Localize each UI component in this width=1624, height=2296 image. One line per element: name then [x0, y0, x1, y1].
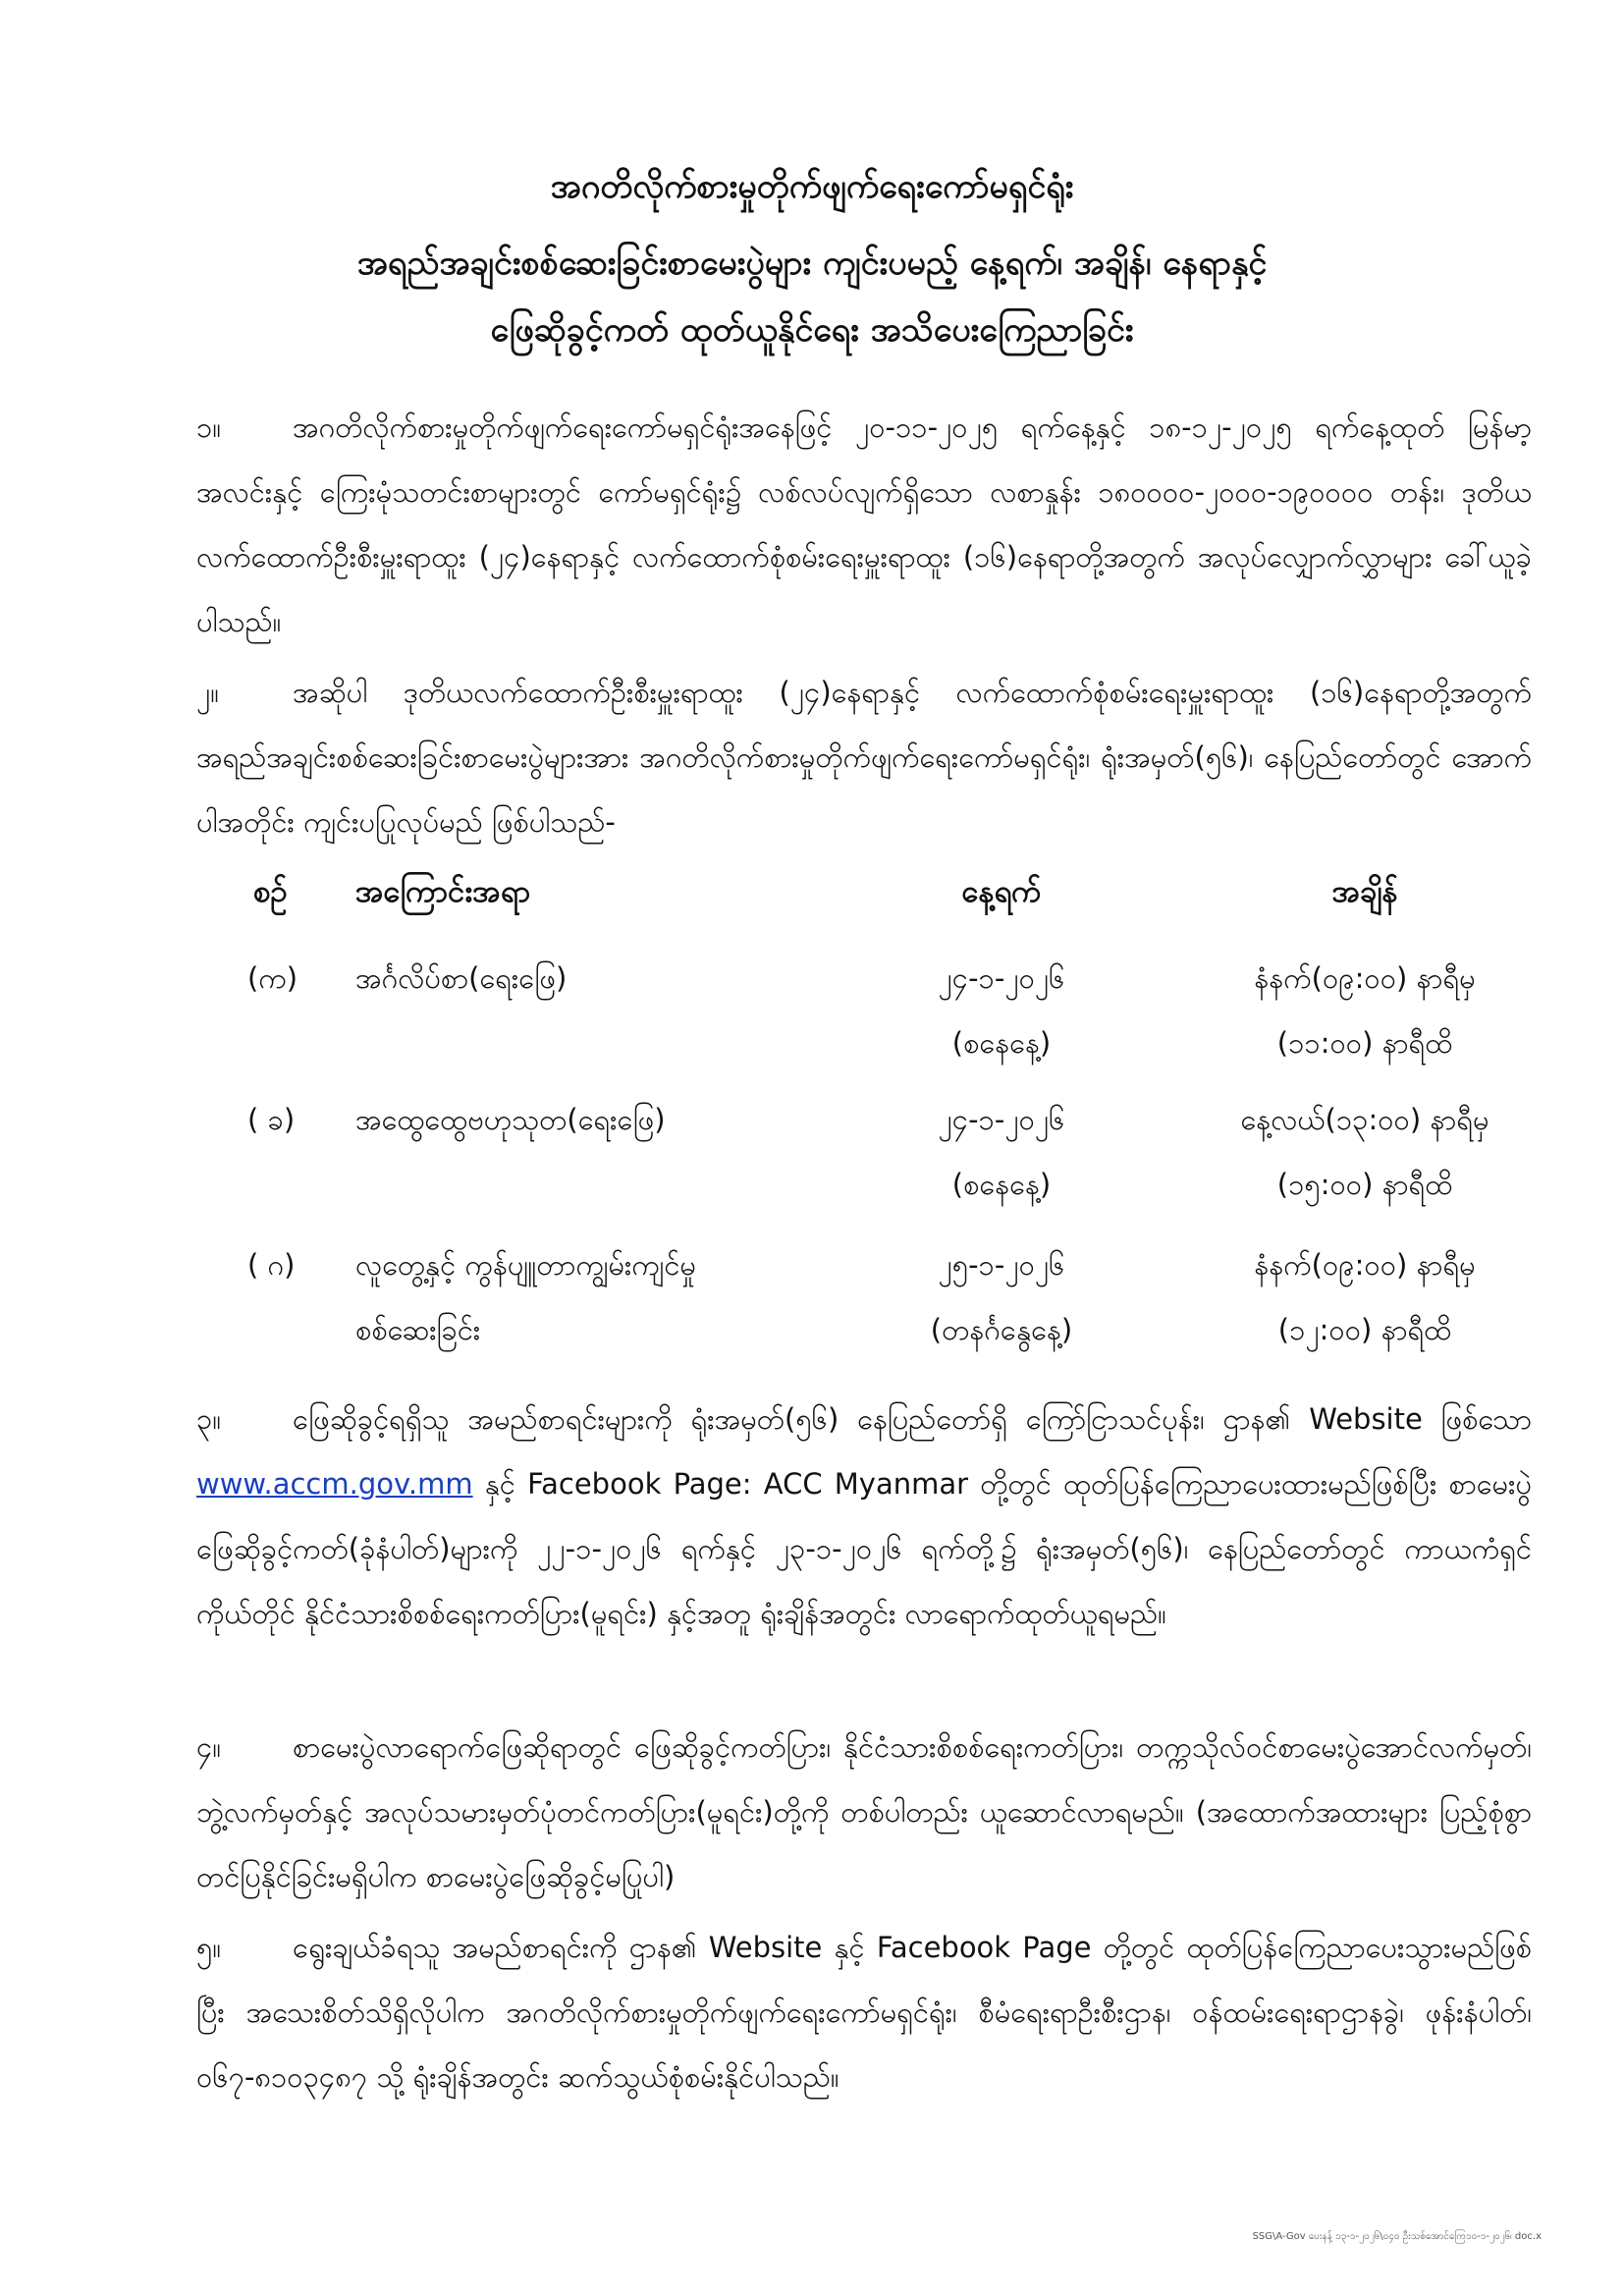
document-title-line-2: အရည်အချင်းစစ်ဆေးခြင်းစာမေးပွဲများ ကျင်းပမည့် နေ့ရက်၊ အချိန်၊ နေရာနှင့်	[356, 244, 1268, 283]
paragraph-number: ၁။	[196, 410, 222, 444]
row-day: (တနင်္ဂနွေနေ့)	[930, 1313, 1073, 1346]
row-date: ၂၄-၁-၂၀၂၆	[938, 961, 1065, 995]
paragraph-4	[196, 1715, 1532, 1909]
row-date: ၂၄-၁-၂၀၂၆	[938, 1103, 1065, 1136]
row-number: ( ခ)	[247, 1103, 296, 1136]
row-time-end: (၁၂:၀၀) နာရီထိ	[1277, 1313, 1452, 1346]
row-subject: အထွေထွေဗဟုသုတ(ရေးဖြေ)	[355, 1103, 666, 1136]
column-header-subject: အကြောင်းအရာ	[355, 874, 531, 909]
paragraph-number: ၃။	[196, 1402, 222, 1436]
row-subject: အင်္ဂလိပ်စာ(ရေးဖြေ)	[355, 961, 568, 995]
column-header-date: နေ့ရက်	[961, 874, 1042, 909]
row-time-start: နံနက်(၀၉:၀၀) နာရီမှ	[1254, 961, 1476, 995]
row-day: (စနေနေ့)	[951, 1026, 1052, 1060]
row-number: ( ဂ)	[247, 1248, 296, 1282]
paragraph-number: ၂။	[196, 676, 220, 709]
column-header-time: အချိန်	[1331, 874, 1398, 909]
paragraph-1	[196, 395, 1532, 654]
paragraph-text: အဆိုပါ ဒုတိယလက်ထောက်ဦးစီးမှူးရာထူး (၂၄)နေရာနှင့် လက်ထောက်စုံစမ်းရေးမှူးရာထူး (၁၆)နေရာတို့အတွက် အရည်အချင်းစစ်ဆေးခြင်းစာမေးပွဲများအား အဂတိလိုက်စားမှုတိုက်ဖျက်ရေးကော်မရှင်ရုံး၊ ရုံးအမှတ်(၅၆)၊ နေပြည်တော်တွင် အောက်ပါအတိုင်း ကျင်းပပြုလုပ်မည် ဖြစ်ပါသည်-	[196, 676, 1532, 839]
website-link[interactable]: www.accm.gov.mm	[196, 1467, 473, 1501]
column-header-no: စဉ်	[253, 874, 288, 909]
row-date: ၂၅-၁-၂၀၂၆	[938, 1248, 1065, 1282]
paragraph-text: ရွေးချယ်ခံရသူ အမည်စာရင်းကို ဌာန၏ Website နှင့် Facebook Page တို့တွင် ထုတ်ပြန်ကြေညာပေးသွားမည်ဖြစ်ပြီး အသေးစိတ်သိရှိလိုပါက အဂတိလိုက်စားမှုတိုက်ဖျက်ရေးကော်မရှင်ရုံး၊ စီမံရေးရာဦးစီးဌာန၊ ဝန်ထမ်းရေးရာဌာနခွဲ၊ ဖုန်းနံပါတ်၊ ၀၆၇-၈၁၀၃၄၈၇ သို့ ရုံးချိန်အတွင်း ဆက်သွယ်စုံစမ်းနိုင်ပါသည်။	[196, 1931, 1532, 2094]
paragraph-text-continued: နှင့် Facebook Page: ACC Myanmar တို့တွင် ထုတ်ပြန်ကြေညာပေးထားမည်ဖြစ်ပြီး စာမေးပွဲဖြေဆိုခွင့်ကတ်(ခုံနံပါတ်)များကို ၂၂-၁-၂၀၂၆ ရက်နှင့် ၂၃-၁-၂၀၂၆ ရက်တို့၌ ရုံးအမှတ်(၅၆)၊ နေပြည်တော်တွင် ကာယကံရှင်ကိုယ်တိုင် နိုင်ငံသားစိစစ်ရေးကတ်ပြား(မူရင်း) နှင့်အတူ ရုံးချိန်အတွင်း လာရောက်ထုတ်ယူရမည်။	[196, 1467, 1532, 1630]
document-title-line-3: ဖြေဆိုခွင့်ကတ် ထုတ်ယူနိုင်ရေး အသိပေးကြေညာခြင်း	[490, 310, 1134, 350]
paragraph-text: ဖြေဆိုခွင့်ရရှိသူ အမည်စာရင်းများကို ရုံးအမှတ်(၅၆) နေပြည်တော်ရှိ ကြော်ငြာသင်ပုန်း၊ ဌာန၏ Website ဖြစ်သော	[293, 1402, 1532, 1436]
document-title-line-1: အဂတိလိုက်စားမှုတိုက်ဖျက်ရေးကော်မရှင်ရုံး	[550, 167, 1074, 206]
footer-file-reference: SSG\A-Gov ပေးနန့် ၁၃-၁-၂၀၂၆\၀၄၀ ဦးသစ်အောင်ကြေ၁၀-၁-၂၀၂၆၊ doc.x	[1252, 2231, 1542, 2242]
paragraph-5	[196, 1915, 1532, 2109]
paragraph-text: စာမေးပွဲလာရောက်ဖြေဆိုရာတွင် ဖြေဆိုခွင့်ကတ်ပြား၊ နိုင်ငံသားစိစစ်ရေးကတ်ပြား၊ တက္ကသိုလ်ဝင်စာမေးပွဲအောင်လက်မှတ်၊ ဘွဲ့လက်မှတ်နှင့် အလုပ်သမားမှတ်ပုံတင်ကတ်ပြား(မူရင်း)တို့ကို တစ်ပါတည်း ယူဆောင်လာရမည်။ (အထောက်အထားများ ပြည့်စုံစွာ တင်ပြနိုင်ခြင်းမရှိပါက စာမေးပွဲဖြေဆိုခွင့်မပြုပါ)	[196, 1730, 1532, 1893]
row-subject: လူတွေ့နှင့် ကွန်ပျူတာကျွမ်းကျင်မှု	[355, 1248, 696, 1282]
paragraph-2	[196, 660, 1532, 854]
paragraph-number: ၄။	[196, 1730, 222, 1764]
row-day: (စနေနေ့)	[951, 1168, 1052, 1201]
paragraph-text: အဂတိလိုက်စားမှုတိုက်ဖျက်ရေးကော်မရှင်ရုံးအနေဖြင့် ၂၀-၁၁-၂၀၂၅ ရက်နေ့နှင့် ၁၈-၁၂-၂၀၂၅ ရက်နေ့ထုတ် မြန်မာ့အလင်းနှင့် ကြေးမုံသတင်းစာများတွင် ကော်မရှင်ရုံး၌ လစ်လပ်လျက်ရှိသော လစာနှုန်း ၁၈၀၀၀၀-၂၀၀၀-၁၉၀၀၀၀ တန်း၊ ဒုတိယလက်ထောက်ဦးစီးမှူးရာထူး (၂၄)နေရာနှင့် လက်ထောက်စုံစမ်းရေးမှူးရာထူး (၁၆)နေရာတို့အတွက် အလုပ်လျှောက်လွှာများ ခေါ်ယူခဲ့ပါသည်။	[196, 410, 1532, 638]
row-time-start: နံနက်(၀၉:၀၀) နာရီမှ	[1254, 1248, 1476, 1282]
row-time-end: (၁၁:၀၀) နာရီထိ	[1276, 1026, 1453, 1060]
row-time-start: နေ့လယ်(၁၃:၀၀) နာရီမှ	[1240, 1103, 1489, 1136]
row-number: (က)	[247, 961, 298, 995]
paragraph-number: ၅။	[196, 1931, 222, 1964]
row-subject-continued: စစ်ဆေးခြင်း	[355, 1313, 481, 1346]
row-time-end: (၁၅:၀၀) နာရီထိ	[1276, 1168, 1453, 1201]
paragraph-3	[196, 1387, 1532, 1646]
